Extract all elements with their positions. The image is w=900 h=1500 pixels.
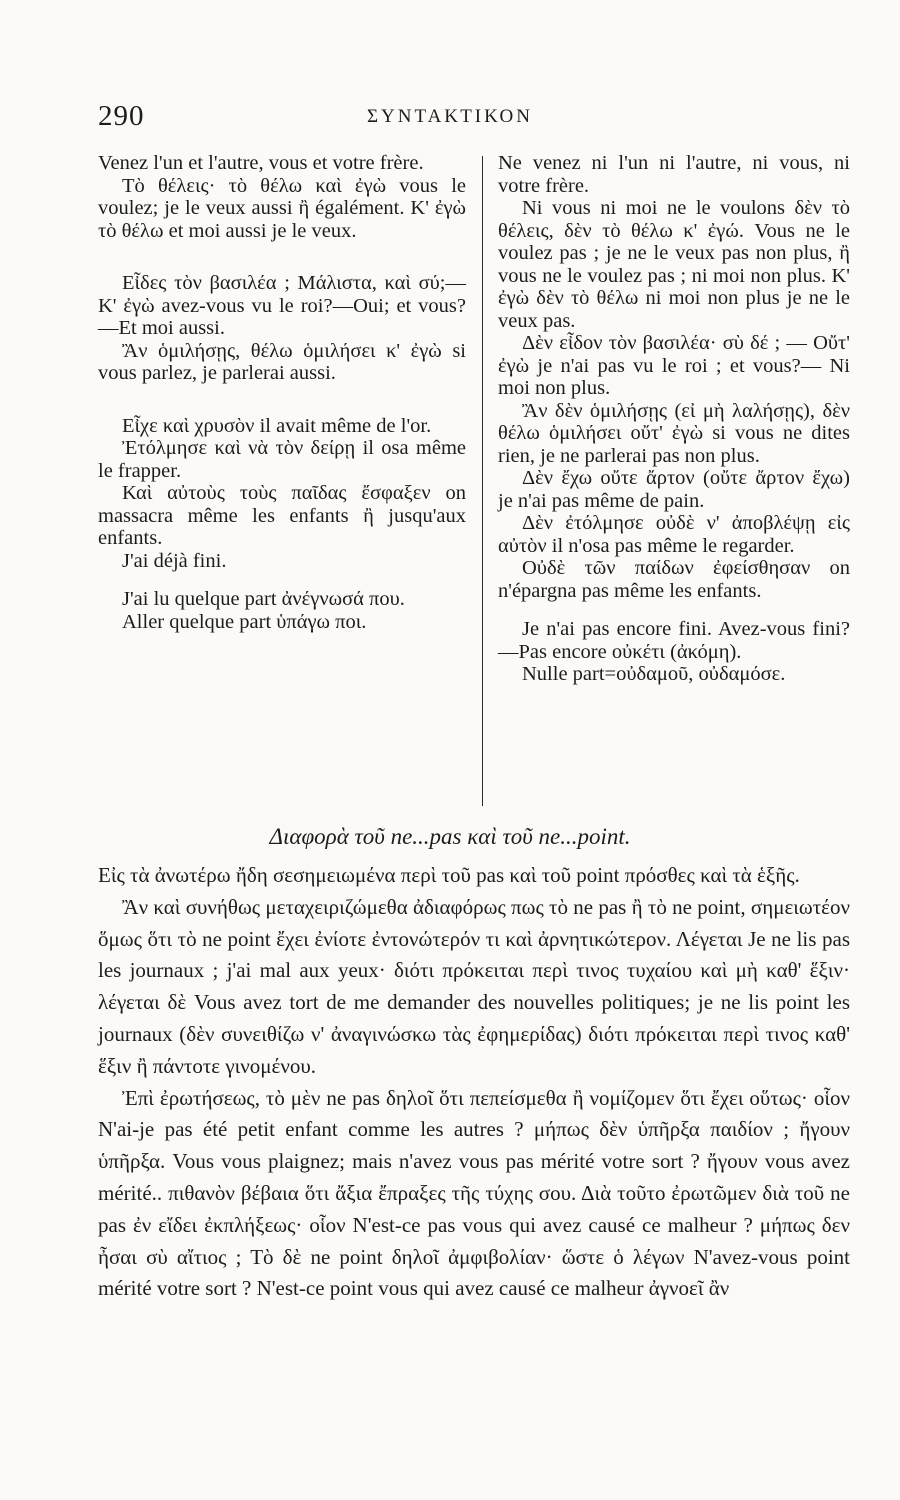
left-entry: Εἶχε καὶ χρυσὸν il avait même de l'or.: [122, 414, 432, 437]
body-paragraph: Ἂν καὶ συνήθως μεταχειριζώμεθα ἀδιαφόρως πως τὸ ne pas ἢ τὸ ne point, σημειωτέον ὅμως ὅτι τὸ ne point ἔχει ἐνίοτε ἐντονώτερόν τι καὶ ἀρνητικώτερον. Λέγεται Je ne lis pas les journaux ; j'ai mal aux yeux· διότι πρόκειται περὶ τινος τυχαίου καὶ μὴ καθ' ἕξιν· λέγεται δὲ Vous avez tort de me demander des nouvelles politiques; je ne lis point les journaux (δὲν συνειθίζω ν' ἀναγινώσκω τὰς ἐφημερίδας) διότι πρόκειται περὶ τινος καθ' ἕξιν ἢ πάντοτε γινομένου.: [98, 894, 850, 1078]
body-text: [98, 860, 850, 1305]
right-entry: Je n'ai pas encore fini. Avez-vous fini?—Pas encore οὐκέτι (ἀκόμη).: [498, 618, 850, 663]
right-entry: Ἂν δὲν ὁμιλήσῃς (εἰ μὴ λαλήσῃς), δὲν θέλω ὁμιλήσει οὔτ' ἐγὼ si vous ne dites rien, je ne parlerai pas non plus.: [498, 399, 850, 467]
right-entry: Δὲν εἶδον τὸν βασιλέα· σὺ δέ ; — Οὔτ' ἐγὼ je n'ai pas vu le roi ; et vous?— Ni moi non plus.: [498, 332, 850, 399]
left-entry: J'ai déjà fini.: [122, 549, 227, 572]
body-paragraph: Ἐπὶ ἐρωτήσεως, τὸ μὲν ne pas δηλοῖ ὅτι πεπείσμεθα ἢ νομίζομεν ὅτι ἔχει οὕτως· οἷον N'ai-je pas été petit enfant comme les autres ? μήπως δὲν ὑπῆρξα παιδίον ; ἤγουν ὑπῆρξα. Vous vous plaignez; mais n'avez vous pas mérité votre sort ? ἤγουν vous avez mérité.. πιθανὸν βέβαια ὅτι ἄξια ἔπραξες τῆς τύχης σου. Διὰ τοῦτο ἐρωτῶμεν διὰ τοῦ ne pas ἐν εἴδει ἐκπλήξεως· οἷον N'est-ce pas vous qui avez causé ce malheur ? μήπως δεν ἦσαι σὺ αἴτιος ; Τὸ δὲ ne point δηλοῖ ἀμφιβολίαν· ὥστε ὁ λέγων N'avez-vous point mérité votre sort ? N'est-ce point vous qui avez causé ce malheur ἀγνοεῖ ἂν: [98, 1085, 850, 1301]
left-entry: Venez l'un et l'autre, vous et votre frère.: [98, 152, 424, 174]
right-entry: Δὲν ἐτόλμησε οὐδὲ ν' ἀποβλέψῃ εἰς αὐτὸν il n'osa pas même le regarder.: [498, 512, 850, 557]
left-entry: Ἂν ὁμιλήσῃς, θέλω ὁμιλήσει κ' ἐγὼ si vous parlez, je parlerai aussi.: [98, 339, 466, 384]
right-entry: Δὲν ἔχω οὔτε ἄρτον (οὔτε ἄρτον ἔχω) je n'ai pas même de pain.: [498, 467, 850, 512]
left-entry: Ἐτόλμησε καὶ νὰ τὸν δείρῃ il osa même le frapper.: [98, 437, 466, 482]
left-entry: Εἶδες τὸν βασιλέα ; Μάλιστα, καὶ σύ;—Κ' ἐγὼ avez-vous vu le roi?—Oui; et vous?—Et moi aussi.: [98, 272, 466, 339]
right-column: [498, 152, 850, 686]
right-entry: Οὐδὲ τῶν παίδων ἐφείσθησαν on n'épargna pas même les enfants.: [498, 557, 850, 602]
left-column: [98, 152, 466, 633]
column-divider: [482, 156, 483, 806]
left-entry: Aller quelque part ὑπάγω ποι.: [122, 610, 367, 633]
left-entry: J'ai lu quelque part ἀνέγνωσά που.: [122, 588, 405, 610]
right-entry: Ne venez ni l'un ni l'autre, ni vous, ni votre frère.: [498, 152, 850, 197]
section-title: Διαφορὰ τοῦ ne...pas καὶ τοῦ ne...point.: [269, 824, 631, 849]
right-entry: Nulle part=οὐδαμοῦ, οὐδαμόσε.: [522, 663, 786, 685]
right-entry: Ni vous ni moi ne le voulons δὲν τὸ θέλεις, δὲν τὸ θέλω κ' ἐγώ. Vous ne le voulez pas ; je ne le veux pas non plus, ἢ vous ne le voulez pas ; ni moi non plus. Κ' ἐγὼ δὲν τὸ θέλω ni moi non plus je ne le veux pas.: [498, 197, 850, 332]
left-entry: Τὸ θέλεις· τὸ θέλω καὶ ἐγὼ vous le voulez; je le veux aussi ἢ égalément. Κ' ἐγὼ τὸ θέλω et moi aussi je le veux.: [98, 174, 466, 242]
running-head: ΣΥΝΤΑΚΤΙΚΟΝ: [367, 106, 533, 127]
page-number: 290: [98, 100, 145, 132]
body-paragraph: Εἰς τὰ ἀνωτέρω ἤδη σεσημειωμένα περὶ τοῦ pas καὶ τοῦ point πρόσθες καὶ τὰ ἑξῆς.: [98, 863, 800, 887]
left-entry: Καὶ αὐτοὺς τοὺς παῖδας ἔσφαξεν on massacra même les enfants ἢ jusqu'aux enfants.: [98, 482, 466, 549]
